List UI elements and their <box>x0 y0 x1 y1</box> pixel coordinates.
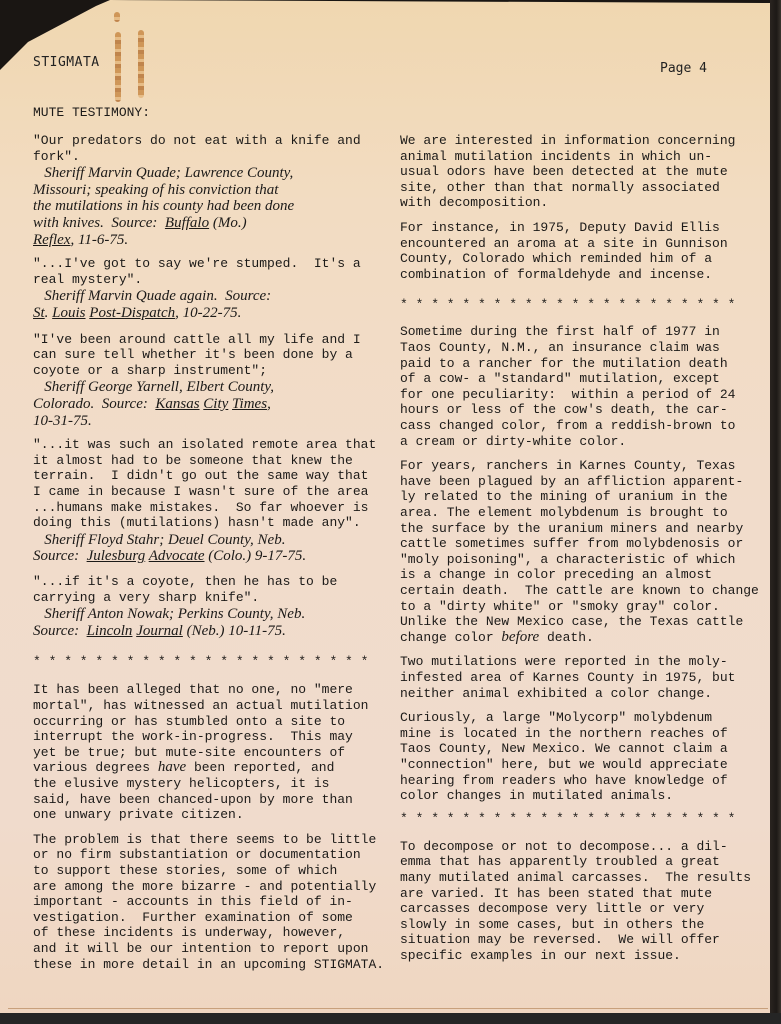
paragraph-line: emma that has apparently troubled a great <box>400 854 720 870</box>
text-segment: of a cow- a "standard" mutilation, except <box>400 371 720 387</box>
quote-line: fork". <box>33 148 80 164</box>
quote-line: I came in because I wasn't sure of the area <box>33 484 369 499</box>
paragraph-line <box>400 552 735 568</box>
text-segment: change color <box>400 629 502 645</box>
text-segment: (Colo.) 9-17-75. <box>204 548 307 565</box>
underlined-source-title: Buffalo <box>164 215 210 231</box>
underlined-source-title: Advocate <box>148 548 205 565</box>
text-segment: Sheriff Anton Nowak; Perkins County, Neb. <box>33 606 306 623</box>
paragraph-line: are varied. It has been stated that mute <box>400 885 713 901</box>
emphasis-text: before <box>501 628 540 645</box>
paragraph-line <box>400 505 728 521</box>
underlined-source-title: Journal <box>136 622 183 639</box>
text-segment: Sometime during the first half of 1977 in <box>400 324 720 340</box>
paragraph-line: County, Colorado which reminded him of a <box>400 251 713 267</box>
paragraph-line <box>400 757 728 773</box>
text-segment: for one peculiarity: within a period of 24 <box>400 386 736 402</box>
attribution-line <box>33 549 306 565</box>
bottom-rule <box>8 1008 768 1009</box>
paragraph-line <box>400 387 735 403</box>
paragraph-line <box>33 714 345 730</box>
attribution-line <box>33 397 271 413</box>
text-segment: these in more detail in an upcoming STIGMATA. <box>33 956 385 972</box>
quote-line: can sure tell whether it's been done by a <box>33 347 353 363</box>
text-segment: various degrees <box>33 760 158 776</box>
underlined-source-title: Times <box>232 396 268 412</box>
quote-line: "...I've got to say we're stumped. It's a <box>33 256 361 272</box>
paragraph-line <box>400 340 720 356</box>
paragraph-line <box>33 879 376 895</box>
paragraph-line <box>400 474 743 490</box>
text-segment: Two mutilations were reported in the moly- <box>400 654 728 670</box>
paragraph-line <box>400 726 728 742</box>
emphasis-text: have <box>157 759 187 776</box>
paragraph-line <box>33 745 345 761</box>
paragraph-line: To decompose or not to decompose... a dil- <box>400 838 728 854</box>
paragraph-line <box>33 760 334 776</box>
underlined-source-title: Julesburg <box>86 548 146 565</box>
section-heading: MUTE TESTIMONY: <box>33 105 151 120</box>
text-segment: Source: <box>33 622 87 639</box>
text-segment: Curiously, a large "Molycorp" molybdenum <box>400 710 713 726</box>
text-segment: Sheriff George Yarnell, Elbert County, <box>33 379 274 396</box>
text-segment: yet be true; but mute-site encounters of <box>33 744 346 760</box>
paragraph-line <box>33 792 353 808</box>
quote-line: "...it was such an isolated remote area that <box>33 437 377 453</box>
paragraph-line <box>400 402 728 418</box>
text-segment: Sheriff Floyd Stahr; Deuel County, Neb. <box>33 531 286 548</box>
text-segment: to a "dirty white" or "smoky gray" color. <box>400 598 720 614</box>
paragraph-line: For instance, in 1975, Deputy David Ellis <box>400 220 720 235</box>
text-segment: or no firm substantiation or documentation <box>33 847 361 863</box>
attribution-line <box>33 533 285 549</box>
attribution-line <box>33 166 293 182</box>
text-segment: cattle sometimes suffer from molybdenosis or <box>400 536 744 552</box>
text-segment: have been plagued by an affliction apparent- <box>400 473 744 489</box>
rust-stain-3 <box>138 30 144 98</box>
text-segment: paid to a rancher for the mutilation death <box>400 355 728 371</box>
text-segment: a cream or dirty-white color. <box>400 433 627 449</box>
attribution-line <box>33 289 271 305</box>
attribution-line <box>33 183 278 199</box>
quote-line: it almost had to be someone that knew the <box>33 452 353 468</box>
paragraph-line <box>400 630 594 646</box>
text-segment: Sheriff Marvin Quade again. Source: <box>33 288 272 305</box>
paragraph-line <box>33 807 244 823</box>
quote-line: "...if it's a coyote, then he has to be <box>33 574 338 589</box>
paragraph-line <box>400 489 728 505</box>
attribution-line <box>33 233 128 249</box>
star-separator: * * * * * * * * * * * * * * * * * * * * * * <box>400 810 736 826</box>
text-segment: "connection" here, but we would appreciate <box>400 757 728 772</box>
text-segment: hearing from readers who have knowledge of <box>400 772 728 788</box>
quote-line: real mystery". <box>33 271 143 287</box>
text-segment: cass changed color, from a reddish-brown to <box>400 418 736 433</box>
text-segment: the elusive mystery helicopters, it is <box>33 776 330 791</box>
text-segment: For years, ranchers in Karnes County, Texas <box>400 458 736 474</box>
quote-line: doing this (mutilations) hasn't made any". <box>33 515 361 531</box>
text-segment: Sheriff Marvin Quade; Lawrence County, <box>33 165 294 182</box>
paragraph-line <box>33 698 368 714</box>
paragraph-line <box>400 521 743 537</box>
paragraph-line <box>400 670 735 686</box>
text-segment: . <box>44 305 53 321</box>
text-segment: hours or less of the cow's death, the car- <box>400 402 728 418</box>
text-segment: of these incidents is underway, however, <box>33 925 346 941</box>
paragraph-line <box>33 910 353 926</box>
paragraph-line: specific examples in our next issue. <box>400 948 681 963</box>
underlined-source-title: City <box>203 396 229 412</box>
paragraph-line <box>400 458 735 474</box>
text-segment: It has been alleged that no one, no "mere <box>33 682 353 698</box>
text-segment: infested area of Karnes County in 1975, but <box>400 670 736 685</box>
paragraph-line: usual odors have been detected at the mute <box>400 164 728 180</box>
text-segment: 10-31-75. <box>33 412 92 429</box>
text-segment: , 10-22-75. <box>175 305 242 321</box>
paragraph-line <box>400 434 626 450</box>
quote-line: "I've been around cattle all my life and I <box>33 331 361 347</box>
text-segment: mortal", has witnessed an actual mutilation <box>33 698 369 713</box>
text-segment: said, have been chanced-upon by more than <box>33 791 353 807</box>
paragraph-line <box>400 686 712 702</box>
quote-line: coyote or a sharp instrument"; <box>33 362 268 378</box>
paragraph-line <box>33 776 329 792</box>
text-segment: neither animal exhibited a color change. <box>400 685 713 701</box>
text-segment: occurring or has stumbled onto a site to <box>33 713 346 729</box>
text-segment: death. <box>539 629 594 645</box>
paragraph-line <box>400 741 728 757</box>
rust-stain-1 <box>114 12 120 22</box>
attribution-line <box>33 380 274 396</box>
paragraph-line: site, other than that normally associated <box>400 179 720 195</box>
paragraph-line: many mutilated animal carcasses. The results <box>400 870 752 885</box>
underlined-source-title: Louis <box>52 305 86 321</box>
paragraph-line <box>33 957 384 973</box>
text-segment: are among the more bizarre - and potentially <box>33 878 377 894</box>
paragraph-line <box>33 729 353 745</box>
underlined-source-title: Post-Dispatch <box>89 305 176 321</box>
paragraph-line <box>33 925 345 941</box>
attribution-line <box>33 414 92 430</box>
text-segment: (Neb.) 10-11-75. <box>182 622 286 639</box>
paragraph-line: with decomposition. <box>400 195 549 211</box>
paragraph-line <box>400 567 712 583</box>
paragraph-line <box>400 773 728 789</box>
quote-line: ...humans make mistakes. So far whoever is <box>33 499 369 515</box>
text-segment: with knives. Source: <box>33 215 165 231</box>
publication-title: STIGMATA <box>33 55 100 70</box>
paragraph-line: combination of formaldehyde and incense. <box>400 266 713 282</box>
text-segment: Taos County, New Mexico. We cannot claim a <box>400 741 728 757</box>
paragraph-line <box>400 371 720 387</box>
text-segment: the mutilations in his county had been done <box>33 198 295 215</box>
text-segment: important - accounts in this field of in- <box>33 894 353 910</box>
paragraph-line <box>400 583 759 599</box>
text-segment: (Mo.) <box>209 215 247 231</box>
text-segment: area. The element molybdenum is brought to <box>400 505 728 520</box>
text-segment: Source: <box>33 548 87 565</box>
text-segment: , <box>267 396 271 412</box>
text-segment: mine is located in the northern reaches of <box>400 725 728 741</box>
text-segment: been reported, and <box>186 760 335 776</box>
text-segment: , 11-6-75. <box>70 231 129 248</box>
underlined-source-title: Reflex <box>33 231 71 248</box>
attribution-line <box>33 607 305 623</box>
paragraph-line <box>400 418 735 434</box>
paragraph-line <box>33 863 337 879</box>
text-segment: Missouri; speaking of his conviction that <box>33 181 279 198</box>
paragraph-line <box>400 654 728 670</box>
text-segment: the surface by the uranium miners and nearby <box>400 520 744 536</box>
page-bottom-edge <box>0 1013 781 1024</box>
text-segment: Taos County, N.M., an insurance claim was <box>400 340 720 355</box>
paragraph-line <box>400 788 673 804</box>
paragraph-line <box>400 536 743 552</box>
paragraph-line <box>400 356 728 372</box>
text-segment: Colorado. Source: <box>33 396 156 412</box>
text-segment: interrupt the work-in-progress. This may <box>33 729 353 745</box>
paragraph-line <box>400 599 720 615</box>
star-separator: * * * * * * * * * * * * * * * * * * * * * * <box>400 297 736 313</box>
paragraph-line: We are interested in information concerning <box>400 133 736 148</box>
paragraph-line <box>33 941 368 957</box>
paragraph-line: slowly in some cases, but in others the <box>400 916 705 932</box>
text-segment: and it will be our intention to report upon <box>33 941 369 956</box>
page-edge-shadow <box>770 0 781 1024</box>
quote-line: terrain. I didn't go out the same way that <box>33 468 369 484</box>
paragraph-line <box>400 710 712 726</box>
paragraph-line <box>33 832 376 848</box>
quote-line: carrying a very sharp knife". <box>33 589 260 605</box>
paragraph-line: animal mutilation incidents in which un- <box>400 148 713 164</box>
paragraph-line <box>33 682 353 698</box>
text-segment: The problem is that there seems to be little <box>33 831 377 847</box>
text-segment: certain death. The cattle are known to change <box>400 583 759 598</box>
quote-line: "Our predators do not eat with a knife and <box>33 133 361 148</box>
text-segment: ly related to the mining of uranium in the <box>400 489 728 505</box>
underlined-source-title: Kansas <box>155 396 200 412</box>
underlined-source-title: Lincoln <box>86 622 133 639</box>
paragraph-line <box>33 847 361 863</box>
paragraph-line <box>400 324 720 340</box>
attribution-line <box>33 199 294 215</box>
paragraph-line: encountered an aroma at a site in Gunnison <box>400 235 728 251</box>
text-segment: "moly poisoning", a characteristic of which <box>400 551 736 567</box>
attribution-line <box>33 624 286 640</box>
text-segment: vestigation. Further examination of some <box>33 909 353 925</box>
rust-stain-2 <box>115 32 121 102</box>
underlined-source-title: St <box>33 305 45 321</box>
text-segment: to support these stories, some of which <box>33 863 338 878</box>
star-separator: * * * * * * * * * * * * * * * * * * * * * * <box>33 654 369 670</box>
text-segment: color changes in mutilated animals. <box>400 788 674 804</box>
page-number: Page 4 <box>660 61 707 76</box>
text-segment: Unlike the New Mexico case, the Texas cattle <box>400 614 744 630</box>
attribution-line <box>33 216 247 232</box>
attribution-line <box>33 306 241 322</box>
text-segment: one unwary private citizen. <box>33 807 244 823</box>
paragraph-line <box>33 894 353 910</box>
paragraph-line <box>400 614 743 630</box>
paragraph-line: situation may be reversed. We will offer <box>400 932 720 948</box>
paragraph-line: carcasses decompose very little or very <box>400 901 705 917</box>
text-segment: is a change in color preceding an almost <box>400 567 713 583</box>
